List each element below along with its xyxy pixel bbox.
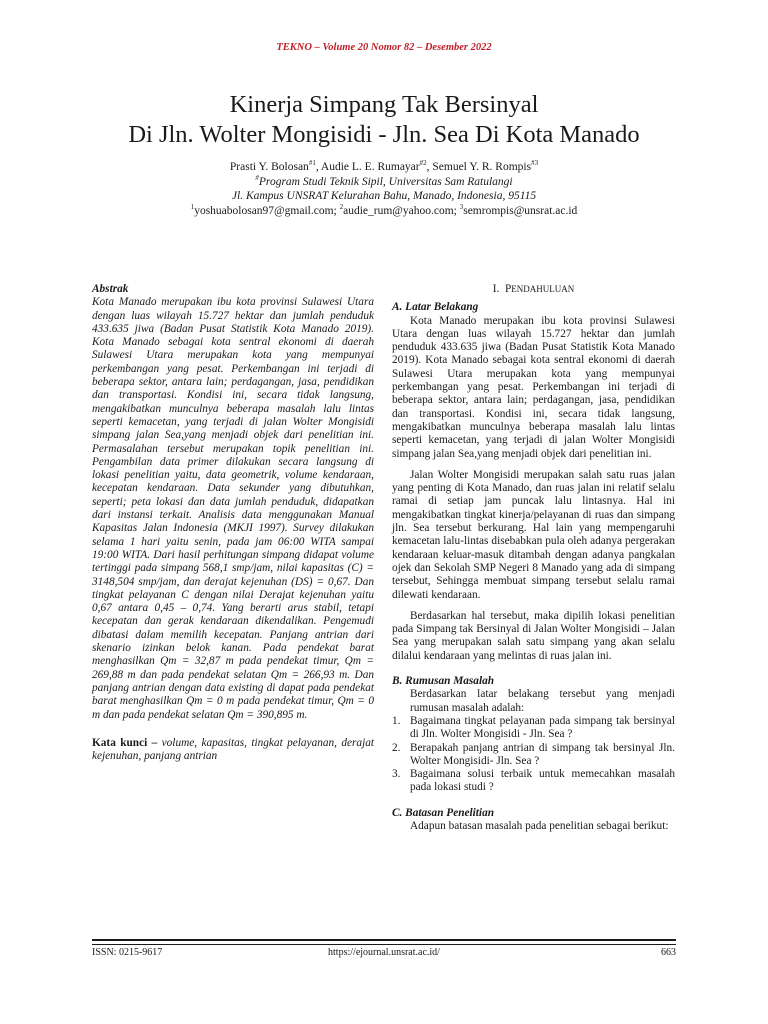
keywords-label: Kata kunci –	[92, 736, 158, 749]
author-1: Prasti Y. Bolosan	[229, 161, 309, 173]
list-item	[392, 768, 675, 795]
list-text: Bagaimana solusi terbaik untuk memecahkan masalah pada lokasi studi ?	[410, 768, 675, 794]
problem-list	[392, 715, 675, 795]
paper-title	[0, 90, 768, 150]
subsection-c-heading: C. Batasan Penelitian	[392, 806, 495, 819]
paragraph-1: Kota Manado merupakan ibu kota provinsi Sulawesi Utara dengan luas wilayah 15.727 hektar dan jumlah penduduk 433.635 jiwa (Badan Pusat Statistik Kota Manado 2019). Kota Manado sebagai kota sentral ekonomi di daerah Sulawesi Utara merupakan kota yang mempunyai perkembangan yang pesat. Perkembangan ini terjadi di beberapa sektor, antara lain; perdagangan, jasa, pendidikan dan transportasi. Kondisi ini, secara tidak langsung, mengakibatkan munculnya beberapa masalah lalu lintas seperti kemacetan, yang terjadi di jalan Wolter Mongisidi simpang jalan Sea,yang menjadi objek dari penelitian ini.	[392, 314, 675, 460]
keywords-text: volume, kapasitas, tingkat pelayanan, derajat kejenuhan, panjang antrian	[92, 736, 374, 763]
title-line-2: Di Jln. Wolter Mongisidi - Jln. Sea Di Kota Manado	[128, 121, 640, 148]
email-3-mark: 3	[459, 202, 464, 211]
email-2[interactable]: audie_rum@yahoo.com;	[343, 204, 460, 217]
email-1-mark: 1	[190, 202, 195, 211]
footer-rule-thin	[92, 944, 676, 945]
affiliation-text: Program Studi Teknik Sipil, Universitas Sam Ratulangi	[258, 175, 513, 188]
paragraph-3: Berdasarkan hal tersebut, maka dipilih lokasi penelitian pada Simpang tak Bersinyal di Jalan Wolter Mongisidi – Jalan Sea yang merupakan salah satu simpang yang akan selalu dilalui kendaraan yang melintas di ruas jalan ini.	[392, 609, 675, 662]
abstract-heading: Abstrak	[92, 283, 129, 295]
email-3[interactable]: semrompis@unsrat.ac.id	[463, 204, 578, 217]
email-2-mark: 2	[339, 202, 344, 211]
left-column	[92, 283, 374, 763]
footer-url[interactable]: https://ejournal.unsrat.ac.id/	[328, 947, 440, 958]
list-number: 3.	[392, 768, 401, 781]
author-block	[0, 160, 768, 218]
right-column	[392, 283, 675, 833]
email-1[interactable]: yoshuabolosan97@gmail.com;	[194, 204, 340, 217]
keywords	[92, 737, 374, 764]
list-item	[392, 715, 675, 742]
section-heading	[392, 283, 675, 296]
subsection-a-heading: A. Latar Belakang	[392, 301, 479, 314]
affiliation-mark: #	[255, 173, 259, 182]
affiliation	[0, 175, 768, 190]
author-3: , Semuel Y. R. Rompis	[426, 161, 532, 173]
footer-issn: ISSN: 0215-9617	[92, 947, 163, 958]
paragraph-4: Berdasarkan latar belakang tersebut yang menjadi rumusan masalah adalah:	[410, 688, 675, 714]
author-names	[0, 160, 768, 175]
paragraph-5: Adapun batasan masalah pada penelitian sebagai berikut:	[410, 819, 669, 832]
address: Jl. Kampus UNSRAT Kelurahan Bahu, Manado, Indonesia, 95115	[231, 190, 537, 202]
journal-header: TEKNO – Volume 20 Nomor 82 – Desember 2022	[276, 42, 492, 53]
author-2-mark: #2	[419, 159, 427, 168]
author-2: , Audie L. E. Rumayar	[315, 161, 420, 173]
list-number: 1.	[392, 714, 401, 727]
author-1-mark: #1	[308, 159, 316, 168]
list-text: Berapakah panjang antrian di simpang tak bersinyal Jln. Wolter Mongisidi- Jln. Sea ?	[410, 741, 675, 767]
list-text: Bagaimana tingkat pelayanan pada simpang tak bersinyal di Jln. Wolter Mongisidi - Jln. Sea ?	[410, 714, 675, 741]
paragraph-2: Jalan Wolter Mongisidi merupakan salah satu ruas jalan yang penting di Kota Manado, dan ruas jalan ini relatif selalu ramai di setiap jam puncak lalu lintasnya. Hal ini mengakibatkan tingkat kinerja/pelayanan di ruas dan simpang jln. Sea tersebut berkurang. Hal lain yang mempengaruhi kemacetan lalu-lintas disebabkan pula oleh adanya pergerakan kendaraan keluar-masuk ditambah dengan adanya pangkalan ojek dan Sekolah SMP Negeri 8 Manado yang ada di simpang tersebut, Sehingga membuat simpang tersebut selalu ramai dilewati kendaraan.	[392, 468, 675, 601]
footer-rule-thick	[92, 939, 676, 941]
section-number: I.	[492, 283, 500, 295]
abstract-body: Kota Manado merupakan ibu kota provinsi Sulawesi Utara dengan luas wilayah 15.727 hektar dan jumlah penduduk 433.635 jiwa (Badan Pusat Statistik Kota Manado 2019). Kota Manado sebagai kota sentral ekonomi di daerah Sulawesi Utara merupakan kota yang mempunyai perkembangan yang pesat. Perkembangan ini terjadi di beberapa sektor, antara lain; perdagangan, jasa, pendidikan dan transportasi. Kondisi ini, secara tidak langsung, mengakibatkan munculnya beberapa masalah lalu lintas seperti kemacetan, yang terjadi di jalan Wolter Mongisidi simpang jalan Sea,yang menjadi objek dari penelitian ini. Permasalahan tersebut merupakan topik penelitian ini. Pengambilan data primer dilakukan secara langsung di lokasi penelitian yaitu, data geometrik, volume kendaraan, kecepatan kendaraan. Data sekunder yang dibutuhkan, seperti; peta lokasi dan data jumlah penduduk, didapatkan dari instansi terkait. Analisis data menggunakan Manual Kapasitas Jalan Indonesia (MKJI 1997). Survey dilakukan selama 1 hari yaitu senin, pada jam 06:00 WITA sampai 19:00 WITA. Dari hasil perhitungan simpang didapat volume tertinggi pada simpang 568,1 smp/jam, nilai kapasitas (C) = 3148,504 smp/jam, dan derajat kejenuhan (DS) = 0,67. Dan tingkat pelayanan C dengan nilai Derajat kejenuhan yaitu 0,67 antara 0,45 – 0,74. Yang berarti arus stabil, tetapi kecepatan dan gerak kendaraan dikendalikan. Pengemudi dibatasi dalam memilih kecepatan. Panjang antrian dari skenario izinkan belok kanan. Pada pendekat barat menghasilkan Qm = 32,87 m pada pendekat timur, Qm = 269,88 m dan pada pendekat selatan Qm = 266,93 m. Dan panjang antrian dengan data existing di dapat pada pendekat barat menghasilkan Qm = 0 m pada pendekat timur, Qm = 0 m dan pada pendekat selatan Qm = 390,895 m.	[92, 296, 374, 721]
author-3-mark: #3	[531, 159, 539, 168]
section-title-initial: P	[504, 283, 512, 295]
list-item	[392, 742, 675, 769]
title-line-1: Kinerja Simpang Tak Bersinyal	[229, 91, 539, 118]
list-number: 2.	[392, 741, 401, 754]
page-number: 663	[661, 947, 676, 958]
author-emails	[0, 204, 768, 219]
section-title-rest: ENDAHULUAN	[511, 284, 575, 294]
subsection-b-heading: B. Rumusan Masalah	[392, 675, 495, 688]
